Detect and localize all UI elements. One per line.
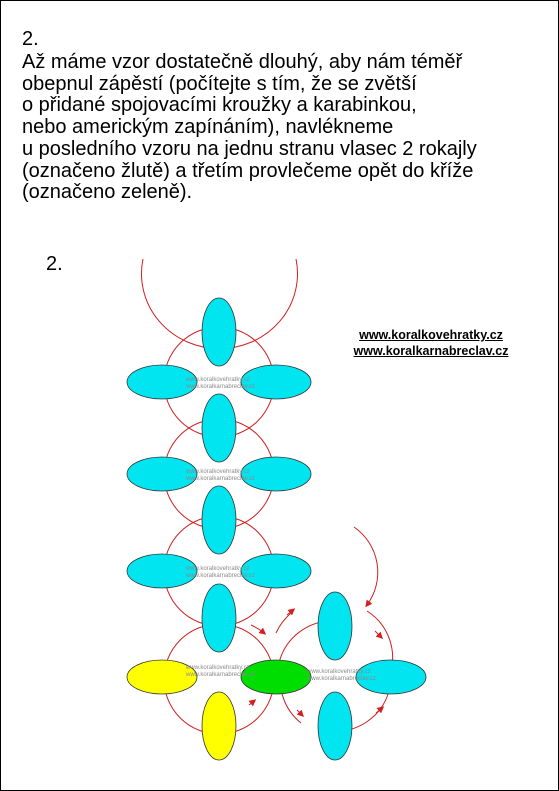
instruction-line: nebo americkým zapínáním), navlékneme (22, 116, 394, 139)
instruction-line: o přidané spojovacími kroužky a karabinkou, (22, 94, 417, 117)
thread-arc (276, 613, 291, 633)
diagram-step-label: 2. (46, 253, 63, 275)
watermark-text: www.koralkarnabreclav.cz (186, 672, 255, 678)
bead-cyan-vertical (318, 592, 352, 660)
thread-arrow-path (376, 708, 382, 713)
thread-arrow-path (297, 710, 302, 715)
watermark-text: www.koralkarnabreclav.cz (307, 676, 376, 682)
thread-arrow-path (251, 625, 264, 633)
bead-pattern-diagram (1, 1, 558, 790)
watermark-text: www.koralkovehratky.cz (186, 469, 250, 475)
instruction-line: (označeno zeleně). (22, 181, 193, 204)
website-links (331, 327, 531, 359)
instruction-line: (označeno žlutě) a třetím provlečeme opět do kříže (22, 159, 474, 182)
bead-cyan-vertical (202, 298, 236, 366)
watermark-text: www.koralkovehratky.cz (186, 665, 250, 671)
instruction-line: u posledního vzoru na jednu stranu vlasec 2 rokajly (22, 137, 477, 160)
thread-arrow-path (354, 527, 378, 605)
watermark-text: www.koralkarnabreclav.cz (186, 476, 255, 482)
watermark-text: www.koralkarnabreclav.cz (186, 573, 255, 579)
bead-cyan-vertical (202, 486, 236, 554)
thread-arrow-path (249, 701, 254, 705)
bead-cyan-horizontal (241, 457, 311, 491)
instruction-line: Až máme vzor dostatečně dlouhý, aby nám téměř (22, 51, 463, 73)
bead-cyan-vertical (318, 692, 352, 760)
bead-cyan-horizontal (241, 554, 311, 588)
bead-yellow (202, 692, 236, 760)
watermark-text: www.koralkarnabreclav.cz (186, 384, 255, 390)
watermark-text: www.koralkovehratky.cz (186, 566, 250, 572)
step-number: 2. (22, 28, 39, 50)
bead-cyan-vertical (202, 584, 236, 652)
link-koralkovehratky[interactable]: www.koralkovehratky.cz (359, 328, 503, 342)
thread-arrow-path (375, 631, 381, 637)
link-koralkarnabreclav[interactable]: www.koralkarnabreclav.cz (353, 344, 509, 358)
instruction-line: obepnul zápěstí (počítejte s tím, že se zvětší (22, 72, 417, 95)
watermark-text: www.koralkovehratky.cz (307, 669, 371, 675)
watermark-text: www.koralkovehratky.cz (186, 377, 250, 383)
bead-cyan-horizontal (241, 365, 311, 399)
bead-cyan-vertical (202, 394, 236, 462)
